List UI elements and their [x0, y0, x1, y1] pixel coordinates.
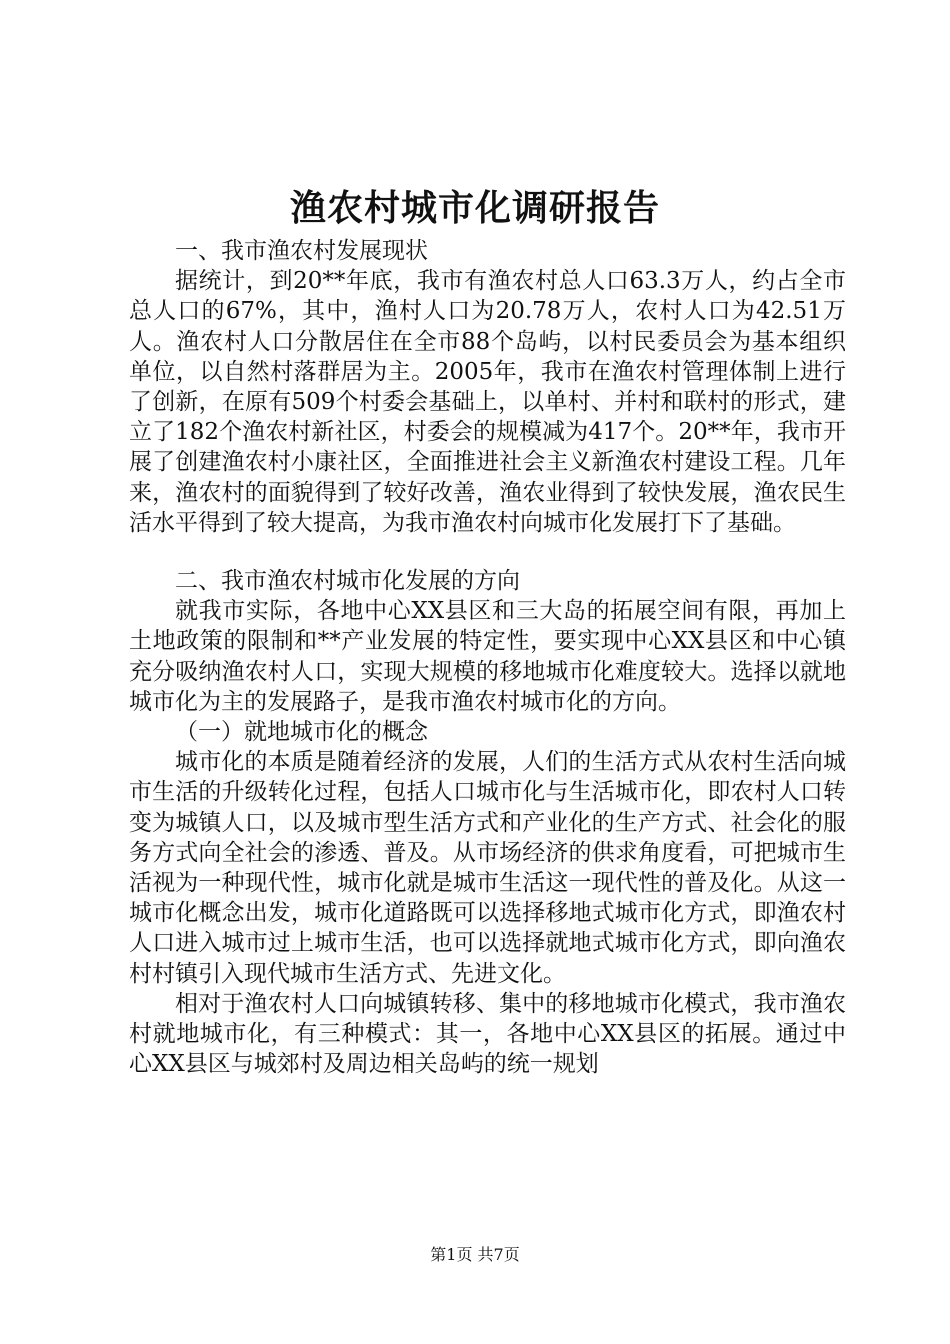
- page-footer: 第1页 共7页: [430, 1245, 520, 1264]
- paragraph-4: 相对于渔农村人口向城镇转移、集中的移地城市化模式，我市渔农村就地城市化，有三种模式：其一，各地中心XX县区的拓展。通过中心XX县区与城郊村及周边相关岛屿的统一规划: [129, 990, 846, 1078]
- section-heading-2: 二、我市渔农村城市化发展的方向: [175, 568, 520, 595]
- paragraph-1: 据统计，到20**年底，我市有渔农村总人口63.3万人，约占全市总人口的67%，其中，渔村人口为20.78万人，农村人口为42.51万人。渔农村人口分散居住在全市88个岛屿，以村民委员会为基本组织单位，以自然村落群居为主。2005年，我市在渔农村管理体制上进行了创新，在原有509个村委会基础上，以单村、并村和联村的形式，建立了182个渔农村新社区，村委会的规模减为417个。20**年，我市开展了创建渔农村小康社区，全面推进社会主义新渔农村建设工程。几年来，渔农村的面貌得到了较好改善，渔农业得到了较快发展，渔农民生活水平得到了较大提高，为我市渔农村向城市化发展打下了基础。: [129, 268, 846, 536]
- section-heading-1: 一、我市渔农村发展现状: [175, 238, 428, 264]
- document-title: 渔农村城市化调研报告: [289, 187, 660, 229]
- subsection-heading-1: （一）就地城市化的概念: [175, 719, 428, 746]
- paragraph-2: 就我市实际，各地中心XX县区和三大岛的拓展空间有限，再加上土地政策的限制和**产业发展的特定性，要实现中心XX县区和中心镇充分吸纳渔农村人口，实现大规模的移地城市化难度较大。选择以就地城市化为主的发展路子，是我市渔农村城市化的方向。: [129, 598, 846, 715]
- paragraph-3: 城市化的本质是随着经济的发展，人们的生活方式从农村生活向城市生活的升级转化过程，包括人口城市化与生活城市化，即农村人口转变为城镇人口，以及城市型生活方式和产业化的生产方式、社会化的服务方式向全社会的渗透、普及。从市场经济的供求角度看，可把城市生活视为一种现代性，城市化就是城市生活这一现代性的普及化。从这一城市化概念出发，城市化道路既可以选择移地式城市化方式，即渔农村人口进入城市过上城市生活，也可以选择就地式城市化方式，即向渔农村村镇引入现代城市生活方式、先进文化。: [129, 749, 846, 987]
- document-body: [129, 236, 846, 1079]
